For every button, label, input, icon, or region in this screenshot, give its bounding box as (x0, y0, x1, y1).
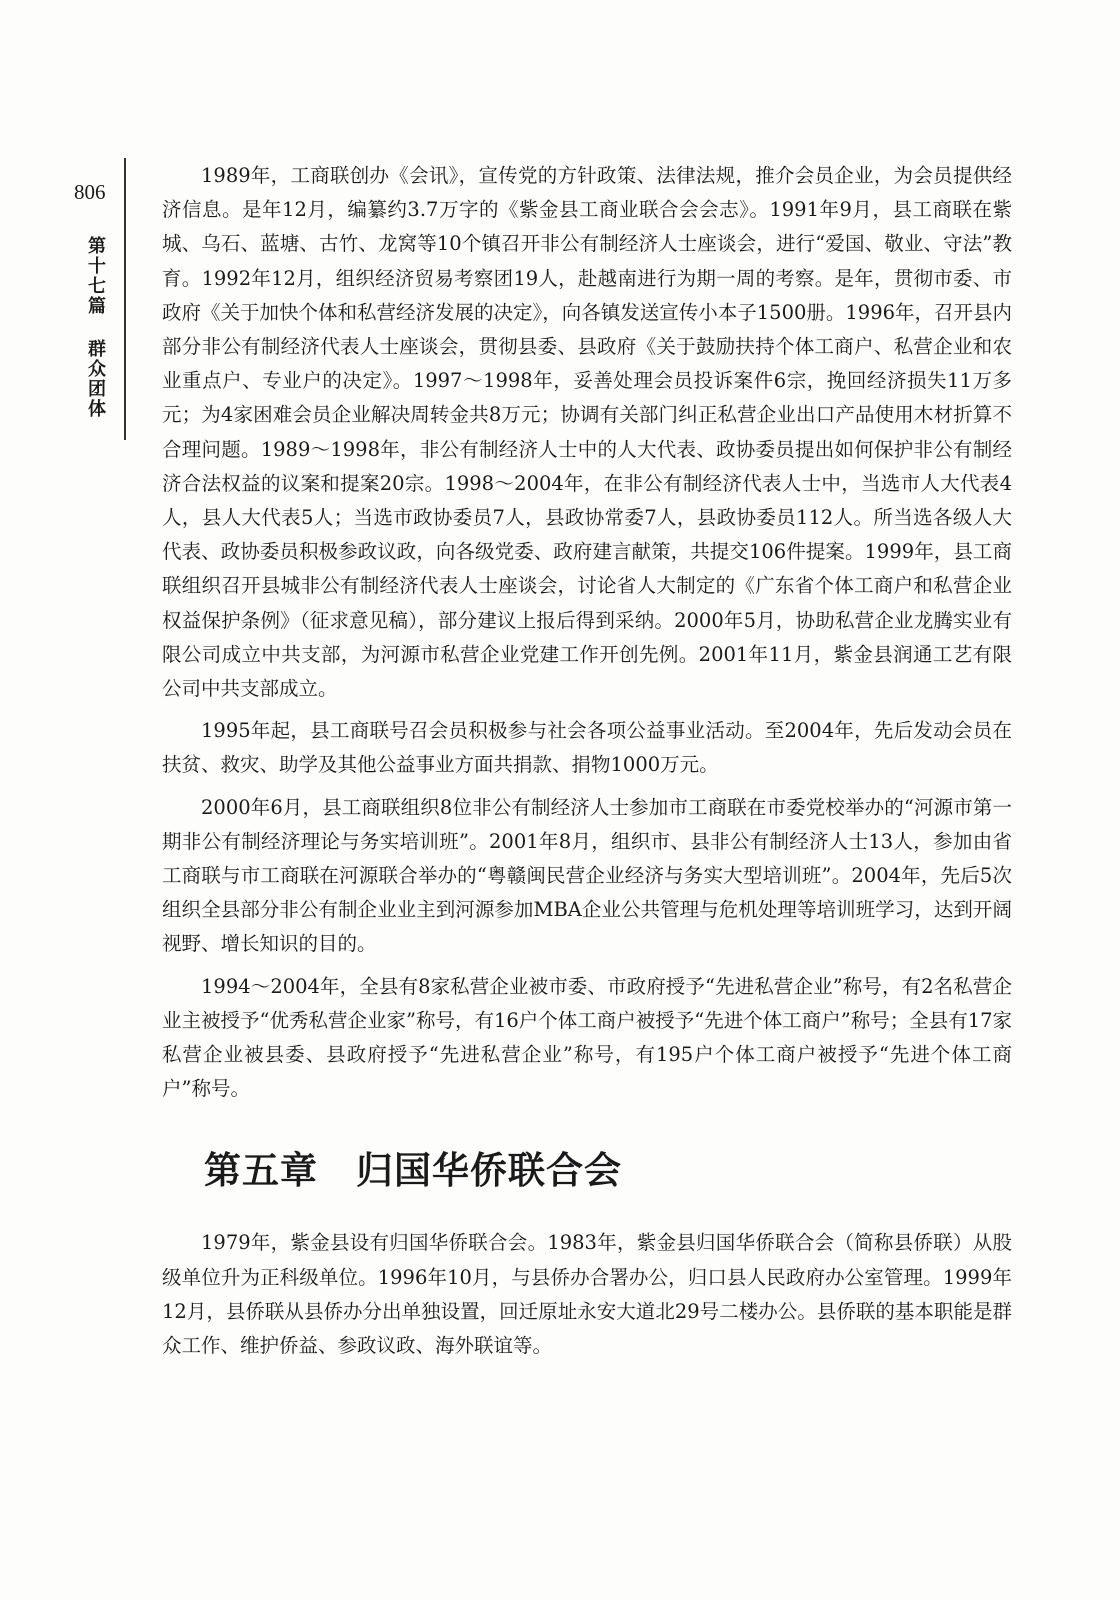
paragraph-training: 2000年6月，县工商联组织8位非公有制经济人士参加市工商联在市委党校举办的“河源市第一期非公有制经济理论与务实培训班”。2001年8月，组织市、县非公有制经济人士13人，参加由省工商联与市工商联在河源联合举办的“粤赣闽民营企业经济与务实大型培训班”。2004年，先后5次组织全县部分非公有制企业业主到河源参加MBA企业公共管理与危机处理等培训班学习，达到开阔视野、增长知识的目的。 (162, 795, 1012, 956)
page-body (162, 159, 1012, 1371)
paragraph-public-welfare: 1995年起，县工商联号召会员积极参与社会各项公益事业活动。至2004年，先后发动会员在扶贫、救灾、助学及其他公益事业方面共捐款、捐物1000万元。 (162, 719, 1012, 777)
paragraph-chamber-of-commerce-activities: 1989年，工商联创办《会讯》，宣传党的方针政策、法律法规，推介会员企业，为会员提供经济信息。是年12月，编纂约3.7万字的《紫金县工商业联合会会志》。1991年9月，县工商联在紫城、乌石、蓝塘、古竹、龙窝等10个镇召开非公有制经济人士座谈会，进行“爱国、敬业、守法”教育。1992年12月，组织经济贸易考察团19人，赴越南进行为期一周的考察。是年，贯彻市委、市政府《关于加快个体和私营经济发展的决定》，向各镇发送宣传小本子1500册。1996年，召开县内部分非公有制经济代表人士座谈会，贯彻县委、县政府《关于鼓励扶持个体工商户、私营企业和农业重点户、专业户的决定》。1997～1998年，妥善处理会员投诉案件6宗，挽回经济损失11万多元；为4家困难会员企业解决周转金共8万元；协调有关部门纠正私营企业出口产品使用木材折算不合理问题。1989～1998年，非公有制经济人士中的人大代表、政协委员提出如何保护非公有制经济合法权益的议案和提案20宗。1998～2004年，在非公有制经济代表人士中，当选市人大代表4人，县人大代表5人；当选市政协委员7人，县政协常委7人，县政协委员112人。所当选各级人大代表、政协委员积极参政议政，向各级党委、政府建言献策，共提交106件提案。1999年，县工商联组织召开县城非公有制经济代表人士座谈会，讨论省人大制定的《广东省个体工商户和私营企业权益保护条例》（征求意见稿），部分建议上报后得到采纳。2000年5月，协助私营企业龙腾实业有限公司成立中共支部，为河源市私营企业党建工作开创先例。2001年11月，紫金县润通工艺有限公司中共支部成立。 (162, 164, 1013, 701)
margin-rule (124, 158, 126, 440)
paragraph-honors: 1994～2004年，全县有8家私营企业被市委、市政府授予“先进私营企业”称号，有2名私营企业主被授予“优秀私营企业家”称号，有16户个体工商户被授予“先进个体工商户”称号；全县有17家私营企业被县委、县政府授予“先进私营企业”称号，有195户个体工商户被授予“先进个体工商户”称号。 (162, 974, 1013, 1101)
chapter-title: 第五章 归国华侨联合会 (204, 1149, 622, 1193)
running-head: 第十七篇 群众团体 (85, 236, 106, 419)
paragraph-overseas-chinese-federation: 1979年，紫金县设有归国华侨联合会。1983年，紫金县归国华侨联合会（简称县侨联）从股级单位升为正科级单位。1996年10月，与县侨办合署办公，归口县人民政府办公室管理。1999年12月，县侨联从县侨办分出单独设置，回迁原址永安大道北29号二楼办公。县侨联的基本职能是群众工作、维护侨益、参政议政、海外联谊等。 (162, 1231, 1012, 1358)
page-number: 806 (74, 180, 106, 204)
